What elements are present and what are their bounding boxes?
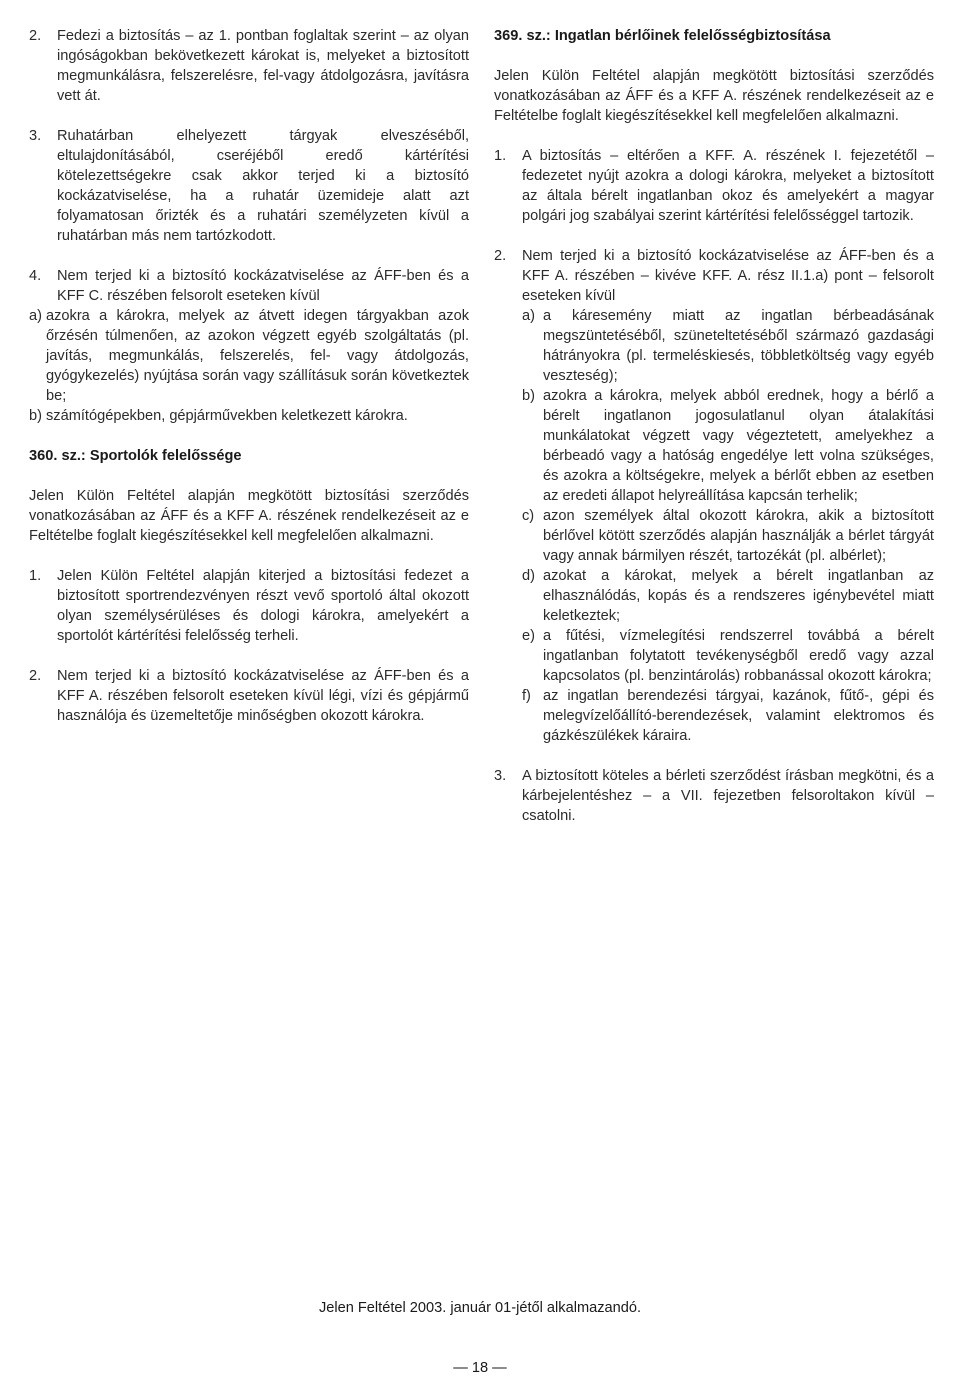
sub-text: azon személyek által okozott károkra, akik a biztosított bérlővel kötött szerződés alapján használják a bérlet tárgyát vagy annak bármilyen részét, tartozékát (pl. albérlet);	[543, 508, 934, 564]
item-body	[522, 246, 934, 746]
section-369-heading: 369. sz.: Ingatlan bérlőinek felelősségbiztosítása	[494, 28, 831, 44]
item-text: A biztosított köteles a bérleti szerződést írásban megkötni, és a kárbejelentéshez – a VII. fejezetben felsoroltakon kívül – csatolni.	[522, 768, 934, 824]
sub-text: a fűtési, vízmelegítési rendszerrel továbbá a bérelt ingatlanban folytatott tevékenységből eredő vagy azzal kapcsolatos (pl. benzintárolás) robbanással okozott károkra;	[543, 628, 934, 684]
item-number: 1.	[494, 148, 507, 164]
item-text: Nem terjed ki a biztosító kockázatviselése az ÁFF-ben és a KFF C. részében felsorolt eseteken kívül	[57, 268, 469, 304]
sub-label: a)	[29, 308, 42, 324]
section-369-intro: Jelen Külön Feltétel alapján megkötött biztosítási szerződés vonatkozásában az ÁFF és a KFF A. részének rendelkezéseit az e Feltételbe foglalt kiegészítésekkel kell megfelelően alkalmazni.	[494, 68, 934, 124]
item-number: 3.	[29, 128, 42, 144]
left-item-4-sub-b	[29, 406, 469, 426]
section-360-item-1	[29, 566, 469, 646]
left-item-3	[29, 126, 469, 246]
item-number: 2.	[494, 248, 507, 264]
sub-item-b	[522, 386, 934, 506]
item-text: A biztosítás – eltérően a KFF. A. részének I. fejezetétől – fedezetet nyújt azokra a dologi károkra, melyeket a biztosított az általa bérelt ingatlanban okoz és amelyekért a magyar polgári jog szabályai szerint kártérítési felelősséggel tartozik.	[522, 148, 934, 224]
sub-item-e	[522, 626, 934, 686]
left-column	[29, 26, 469, 726]
item-text: Jelen Külön Feltétel alapján kiterjed a biztosítási fedezet a biztosított sportrendezvényen részt vevő sportoló által okozott olyan személysérüléses és dologi károkra, amelyekért a sportolót kártérítési felelősség terheli.	[57, 568, 469, 644]
sub-label: b)	[522, 388, 535, 404]
sub-text: az ingatlan berendezési tárgyai, kazánok, fűtő-, gépi és melegvízelőállító-berendezések, valamint elektromos és gázkészülékek káraira.	[543, 688, 934, 744]
validity-note: Jelen Feltétel 2003. január 01-jétől alkalmazandó.	[318, 1300, 642, 1316]
item-number: 1.	[29, 568, 42, 584]
sub-label: c)	[522, 508, 535, 524]
item-text: Nem terjed ki a biztosító kockázatviselése az ÁFF-ben és a KFF A. részében felsorolt eseteken kívül légi, vízi és gépjármű használója és üzemeltetője minőségben okozott károkra.	[57, 668, 469, 724]
item-text: Ruhatárban elhelyezett tárgyak elveszéséből, eltulajdonításából, cseréjéből eredő kártérítési kötelezettségekre csak akkor terjed ki a biztosító kockázatviselése, ha a ruhatár üzemideje alatt azt folyamatosan őrizték és a ruhatári személyzeten kívül a ruhatárban más nem tartózkodott.	[57, 128, 469, 244]
sub-text: a káresemény miatt az ingatlan bérbeadásának megszüntetéséből, szüneteltetéséből származó gazdasági hátrányokra (pl. termeléskiesés, többletköltség vagy egyéb veszteség);	[543, 308, 934, 384]
sub-text: azokra a károkra, melyek az átvett idegen tárgyakban azok őrzésén túlmenően, az azokon végzett egyéb szolgáltatás (pl. javítás, megmunkálás, felszerelés, fel- vagy átdolgozás, gyógykezelés) nyújtása során vagy szállításuk során következtek be;	[46, 308, 469, 404]
section-360-heading: 360. sz.: Sportolók felelőssége	[29, 448, 242, 464]
item-number: 4.	[29, 268, 42, 284]
section-360-item-2	[29, 666, 469, 726]
sub-label: e)	[522, 628, 535, 644]
page-number: — 18 —	[453, 1360, 507, 1376]
left-item-4-sub-a	[29, 306, 469, 406]
section-360-intro: Jelen Külön Feltétel alapján megkötött biztosítási szerződés vonatkozásában az ÁFF és a KFF A. részének rendelkezéseit az e Feltételbe foglalt kiegészítésekkel kell megfelelően alkalmazni.	[29, 488, 469, 544]
sub-text: azokat a károkat, melyek a bérelt ingatlanban az elhasználódás, kopás és a rendszeres igénybevétel miatt keletkeztek;	[543, 568, 934, 624]
section-369-item-2	[494, 246, 934, 746]
item-text: Nem terjed ki a biztosító kockázatviselése az ÁFF-ben és a KFF A. részében – kivéve KFF. A. rész II.1.a) pont – felsorolt eseteken kívül	[522, 248, 934, 304]
sub-item-c	[522, 506, 934, 566]
sub-label: f)	[522, 688, 531, 704]
section-369-item-1	[494, 146, 934, 226]
item-number: 3.	[494, 768, 507, 784]
item-text: Fedezi a biztosítás – az 1. pontban foglaltak szerint – az olyan ingóságokban bekövetkezett károkat is, melyeket a biztosított megmunkálásra, felszerelésre, fel-vagy átdolgozásra, javításra vett át.	[57, 28, 469, 104]
sub-item-f	[522, 686, 934, 746]
section-369-item-3	[494, 766, 934, 826]
sub-label: a)	[522, 308, 535, 324]
sub-text: számítógépekben, gépjárművekben keletkezett károkra.	[46, 408, 408, 424]
sub-item-a	[522, 306, 934, 386]
sub-text: azokra a károkra, melyek abból erednek, hogy a bérlő a bérelt ingatlanon jogosulatlanul olyan átalakítási munkálatokat végzett vagy végeztetett, amelyekhez a bérbeadó vagy a hatóság engedélye lett volna szükséges, és azokra a költségekre, melyek a bérlőt ebben az esetben az eredeti állapot helyreállítása kapcsán terhelik;	[543, 388, 934, 504]
left-item-4	[29, 266, 469, 306]
right-column	[494, 26, 934, 826]
sub-item-d	[522, 566, 934, 626]
left-item-2	[29, 26, 469, 106]
item-number: 2.	[29, 668, 42, 684]
item-number: 2.	[29, 28, 42, 44]
sub-label: b)	[29, 408, 42, 424]
sub-label: d)	[522, 568, 535, 584]
